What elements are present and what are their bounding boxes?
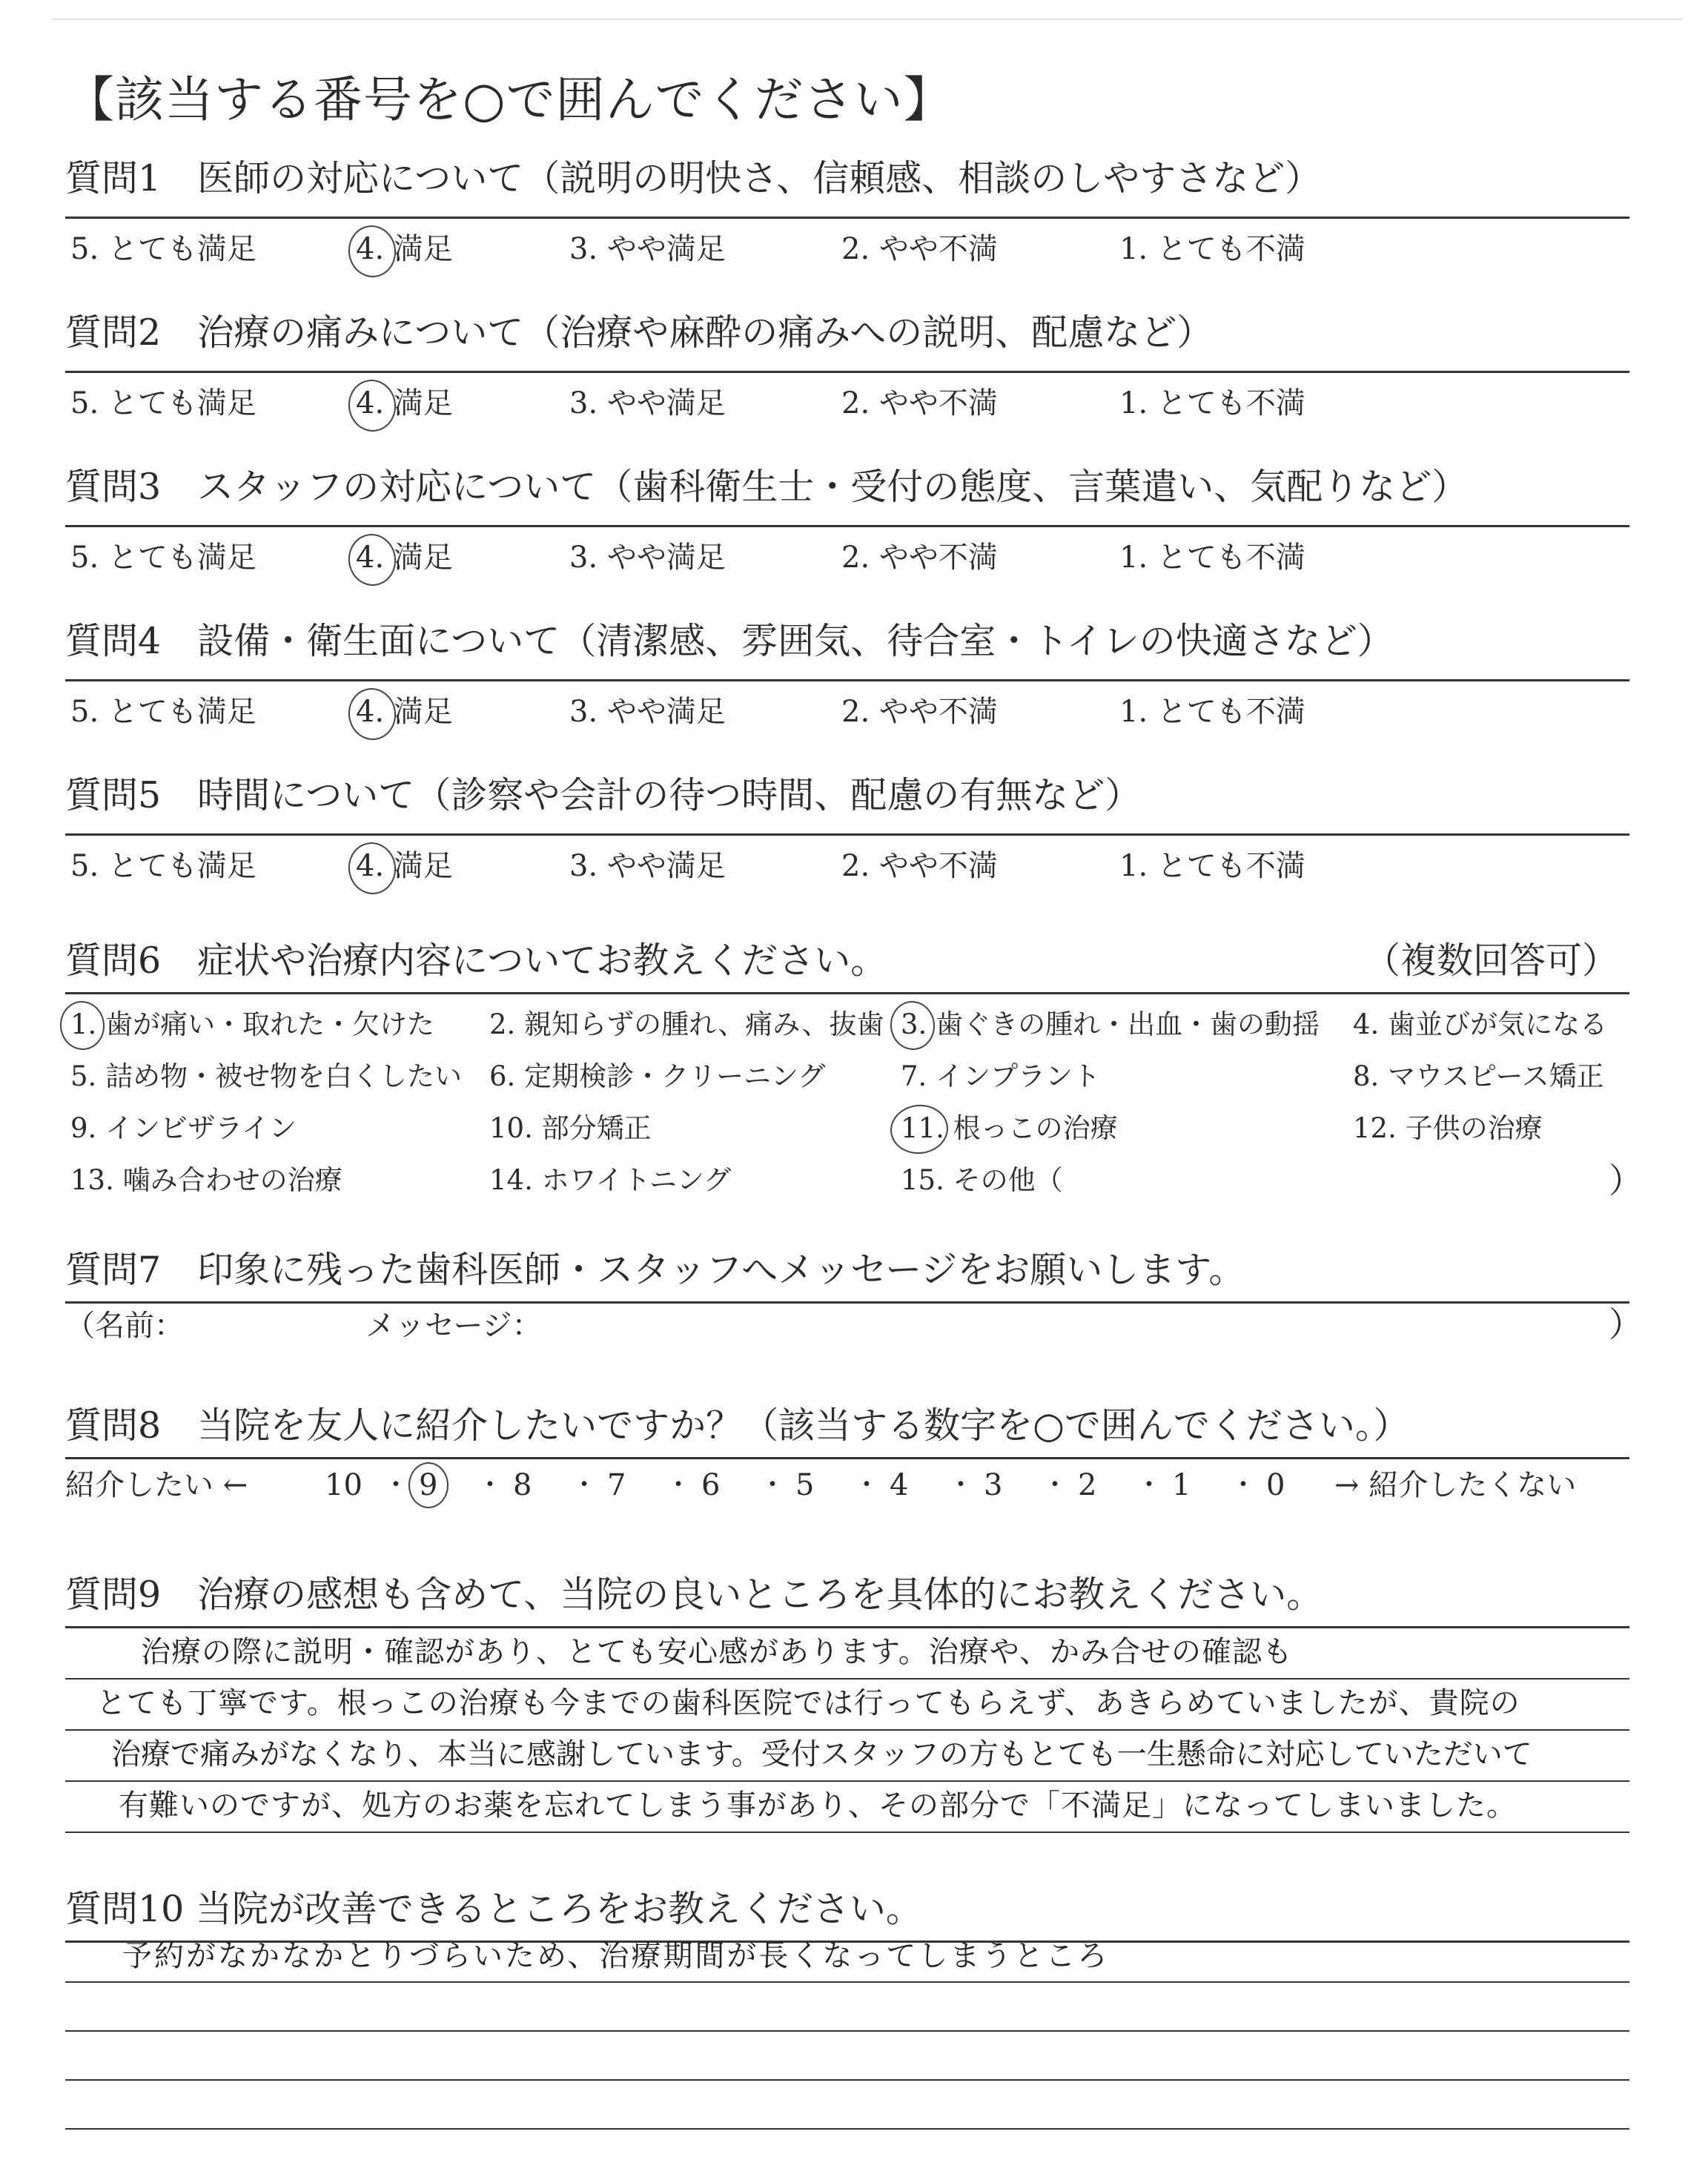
q10-writing-rule <box>65 2079 1629 2081</box>
q6-option-9[interactable]: 9. インビザライン <box>70 1112 297 1144</box>
q6-option-10[interactable]: 10. 部分矯正 <box>489 1112 652 1144</box>
q9-answer-line-2: とても丁寧です。根っこの治療も今までの歯科医院では行ってもらえず、あきらめていましたが、貴院の <box>96 1686 1520 1720</box>
q8-left-label: 紹介したい ← <box>65 1468 248 1502</box>
q3-option-3[interactable]: 3. やや満足 <box>569 541 726 575</box>
q2-option-3[interactable]: 3. やや満足 <box>569 386 726 420</box>
q8-scale-dot: ・ <box>1136 1470 1163 1500</box>
q6-option-6[interactable]: 6. 定期検診・クリーニング <box>489 1060 826 1092</box>
q5-option-4[interactable]: 4. 満足 <box>356 849 453 883</box>
q8-title: 質問8 当院を友人に紹介したいですか？（該当する数字を○で囲んでください。） <box>65 1404 1410 1447</box>
q8-scale-5[interactable]: 5 <box>795 1468 815 1502</box>
q1-option-4[interactable]: 4. 満足 <box>356 232 453 266</box>
q6-option-15[interactable]: 15. その他（ <box>901 1164 1063 1196</box>
q8-scale-dot: ・ <box>853 1470 881 1500</box>
q6-rule <box>65 992 1629 994</box>
q6-option-4[interactable]: 4. 歯並びが気になる <box>1353 1008 1608 1040</box>
q3-option-5[interactable]: 5. とても満足 <box>70 541 256 575</box>
q3-rule <box>65 525 1629 527</box>
q7-message-label: メッセージ： <box>365 1309 542 1343</box>
q4-option-3[interactable]: 3. やや満足 <box>569 695 726 729</box>
q6-option-2[interactable]: 2. 親知らずの腫れ、痛み、抜歯 <box>489 1008 884 1040</box>
q1-option-2[interactable]: 2. やや不満 <box>841 232 998 266</box>
q5-option-1[interactable]: 1. とても不満 <box>1119 849 1305 883</box>
q8-scale-8[interactable]: 8 <box>513 1468 532 1502</box>
q6-option-5[interactable]: 5. 詰め物・被せ物を白くしたい <box>70 1060 463 1092</box>
q2-option-1[interactable]: 1. とても不満 <box>1119 386 1305 420</box>
q6-option-14[interactable]: 14. ホワイトニング <box>489 1164 732 1196</box>
q9-writing-rule <box>65 1729 1629 1731</box>
q4-title: 質問4 設備・衛生面について（清潔感、雰囲気、待合室・トイレの快適さなど） <box>65 620 1394 662</box>
q6-title: 質問6 症状や治療内容についてお教えください。 <box>65 939 887 982</box>
q2-title: 質問2 治療の痛みについて（治療や麻酔の痛みへの説明、配慮など） <box>65 311 1214 354</box>
q4-rule <box>65 679 1629 681</box>
q5-option-3[interactable]: 3. やや満足 <box>569 849 726 883</box>
q6-option-1[interactable]: 1. 歯が痛い・取れた・欠けた <box>70 1008 435 1040</box>
q9-answer-line-3: 治療で痛みがなくなり、本当に感謝しています。受付スタッフの方もとても一生懸命に対応していただいて <box>111 1737 1532 1771</box>
q5-rule <box>65 833 1629 836</box>
q5-option-2[interactable]: 2. やや不満 <box>841 849 998 883</box>
q8-rule <box>65 1457 1629 1459</box>
q8-scale-dot: ・ <box>571 1470 598 1500</box>
q9-writing-rule <box>65 1678 1629 1680</box>
q8-scale-9[interactable]: 9 <box>419 1468 438 1502</box>
q9-title: 質問9 治療の感想も含めて、当院の良いところを具体的にお教えください。 <box>65 1573 1323 1616</box>
page-top-edge <box>52 19 1683 20</box>
q6-option-3[interactable]: 3. 歯ぐきの腫れ・出血・歯の動揺 <box>901 1008 1320 1040</box>
q4-option-1[interactable]: 1. とても不満 <box>1119 695 1305 729</box>
q1-option-3[interactable]: 3. やや満足 <box>569 232 726 266</box>
q6-multiple-note: （複数回答可） <box>1364 939 1619 982</box>
q10-title: 質問10 当院が改善できるところをお教えください。 <box>65 1888 922 1930</box>
q9-answer-line-1: 治療の際に説明・確認があり、とても安心感があります。治療や、かみ合せの確認も <box>141 1635 1293 1669</box>
q8-scale-6[interactable]: 6 <box>701 1468 721 1502</box>
q8-scale-dot: ・ <box>383 1470 410 1500</box>
q7-name-label: （名前： <box>65 1309 184 1343</box>
q4-option-2[interactable]: 2. やや不満 <box>841 695 998 729</box>
q8-scale-10[interactable]: 10 <box>325 1468 363 1502</box>
q6-other-close-paren: ） <box>1609 1160 1643 1200</box>
q8-scale-dot: ・ <box>759 1470 787 1500</box>
q8-scale-1[interactable]: 1 <box>1172 1468 1191 1502</box>
q8-scale-dot: ・ <box>1042 1470 1069 1500</box>
q9-writing-rule <box>65 1780 1629 1782</box>
q4-option-5[interactable]: 5. とても満足 <box>70 695 256 729</box>
q8-selection-circle <box>408 1462 448 1508</box>
q8-scale-dot: ・ <box>665 1470 692 1500</box>
q6-option-11[interactable]: 11. 根っこの治療 <box>901 1112 1118 1144</box>
q6-option-12[interactable]: 12. 子供の治療 <box>1353 1112 1543 1144</box>
q8-scale-0[interactable]: 0 <box>1266 1468 1285 1502</box>
q8-scale-3[interactable]: 3 <box>984 1468 1003 1502</box>
q2-rule <box>65 371 1629 373</box>
q8-scale-2[interactable]: 2 <box>1078 1468 1097 1502</box>
q7-close-paren: ） <box>1609 1304 1643 1344</box>
q9-writing-rule <box>65 1832 1629 1833</box>
q5-title: 質問5 時間について（診察や会計の待つ時間、配慮の有無など） <box>65 774 1142 816</box>
form-heading: 【該当する番号を○で囲んでください】 <box>65 71 953 128</box>
q3-option-2[interactable]: 2. やや不満 <box>841 541 998 575</box>
q1-rule <box>65 217 1629 219</box>
q8-scale-4[interactable]: 4 <box>890 1468 909 1502</box>
q5-option-5[interactable]: 5. とても満足 <box>70 849 256 883</box>
q10-writing-rule <box>65 1981 1629 1983</box>
q2-option-4[interactable]: 4. 満足 <box>356 386 453 420</box>
q6-option-7[interactable]: 7. インプラント <box>901 1060 1101 1092</box>
q9-answer-line-4: 有難いのですが、処方のお薬を忘れてしまう事があり、その部分で「不満足」になってしまいました。 <box>119 1789 1517 1823</box>
q6-option-13[interactable]: 13. 噛み合わせの治療 <box>70 1164 342 1196</box>
q10-answer-line-1: 予約がなかなかとりづらいため、治療期間が長くなってしまうところ <box>122 1939 1110 1973</box>
q3-option-4[interactable]: 4. 満足 <box>356 541 453 575</box>
q3-option-1[interactable]: 1. とても不満 <box>1119 541 1305 575</box>
q1-option-1[interactable]: 1. とても不満 <box>1119 232 1305 266</box>
q8-scale-dot: ・ <box>477 1470 504 1500</box>
q2-option-5[interactable]: 5. とても満足 <box>70 386 256 420</box>
q8-scale-7[interactable]: 7 <box>607 1468 626 1502</box>
q6-option-8[interactable]: 8. マウスピース矯正 <box>1353 1060 1604 1092</box>
q8-right-label: → 紹介したくない <box>1334 1468 1577 1502</box>
q10-writing-rule <box>65 2030 1629 2032</box>
q9-rule <box>65 1626 1629 1628</box>
q8-scale-dot: ・ <box>947 1470 975 1500</box>
q1-title: 質問1 医師の対応について（説明の明快さ、信頼感、相談のしやすさなど） <box>65 157 1322 199</box>
q4-option-4[interactable]: 4. 満足 <box>356 695 453 729</box>
q8-scale-dot: ・ <box>1230 1470 1257 1500</box>
q3-title: 質問3 スタッフの対応について（歯科衛生士・受付の態度、言葉遣い、気配りなど） <box>65 466 1469 508</box>
q1-option-5[interactable]: 5. とても満足 <box>70 232 256 266</box>
q10-writing-rule <box>65 2128 1629 2130</box>
q7-title: 質問7 印象に残った歯科医師・スタッフへメッセージをお願いします。 <box>65 1249 1245 1291</box>
q7-rule <box>65 1301 1629 1304</box>
q2-option-2[interactable]: 2. やや不満 <box>841 386 998 420</box>
